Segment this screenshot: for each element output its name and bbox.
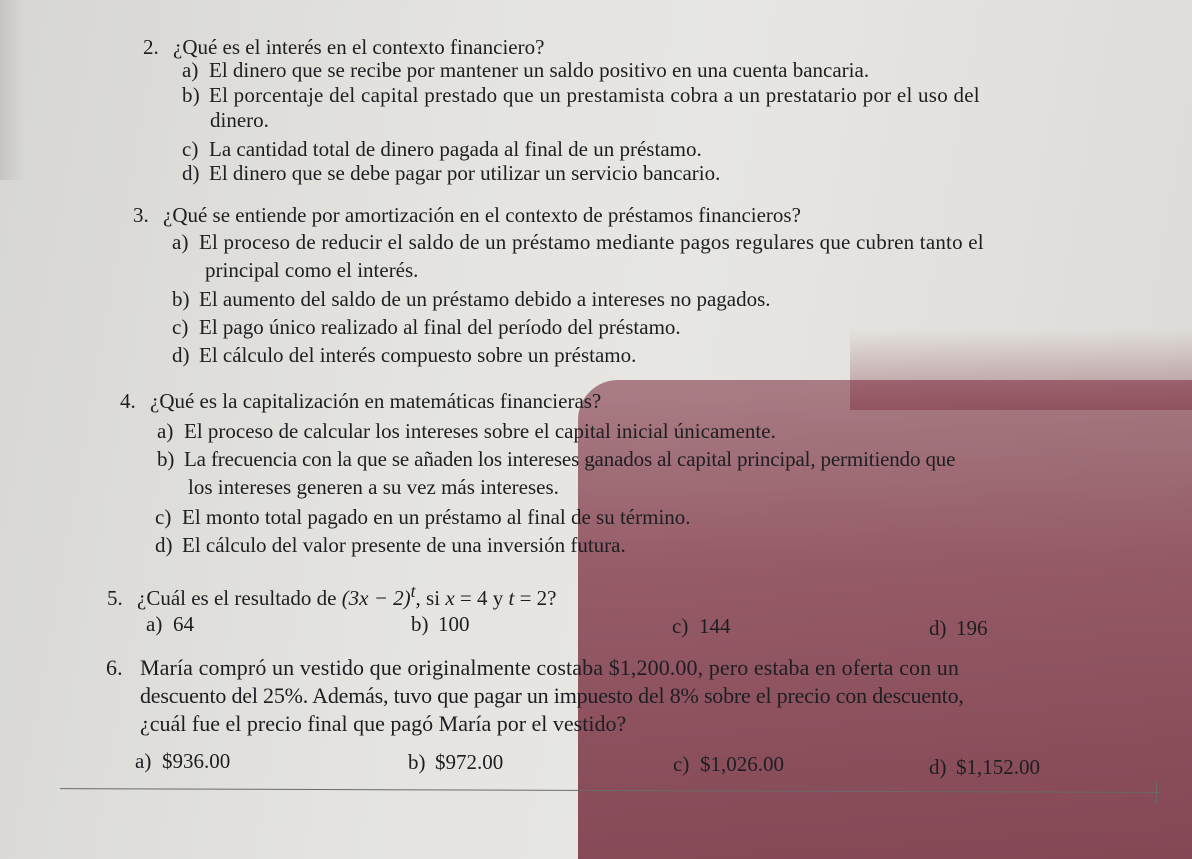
question-6-line-3: ¿cuál fue el precio final que pagó María por el vestido? [140, 711, 627, 736]
q6-option-c [673, 752, 784, 776]
q4-option-a [157, 419, 776, 443]
question-number: 4. [120, 389, 136, 413]
option-text: El pago único realizado al final del período del préstamo. [199, 315, 681, 339]
q3-option-d [172, 343, 636, 367]
question-5 [107, 579, 557, 610]
option-text: La cantidad total de dinero pagada al final de un préstamo. [209, 137, 702, 161]
q3-option-a [172, 230, 984, 254]
question-number: 3. [133, 203, 149, 227]
option-letter: a) [146, 612, 163, 636]
option-letter: b) [182, 83, 200, 107]
q4-option-b [157, 447, 955, 471]
option-text: El aumento del saldo de un préstamo debido a intereses no pagados. [199, 287, 771, 311]
question-text-eq1: = 4 y [454, 586, 509, 610]
option-letter: d) [929, 755, 947, 779]
var-t: t [508, 586, 515, 610]
q4-option-c [155, 505, 691, 529]
option-letter: c) [672, 614, 689, 638]
var-x: x [445, 586, 455, 610]
q2-option-d [182, 161, 720, 185]
option-letter: c) [172, 315, 189, 339]
option-letter: b) [411, 612, 429, 636]
option-text: $972.00 [435, 750, 504, 774]
question-4 [120, 389, 601, 413]
option-letter: a) [157, 419, 174, 443]
divider-corner [1156, 782, 1157, 804]
q4-option-d [155, 533, 626, 557]
option-letter: d) [155, 533, 173, 557]
question-text: ¿Qué se entiende por amortización en el contexto de préstamos financieros? [163, 203, 801, 227]
option-text: 100 [438, 612, 470, 636]
option-letter: d) [929, 616, 947, 640]
q3-option-c [172, 315, 681, 339]
option-text: El monto total pagado en un préstamo al final de su término. [182, 505, 691, 529]
option-letter: c) [673, 752, 690, 776]
option-text: 144 [699, 614, 731, 638]
question-text: ¿Qué es el interés en el contexto financiero? [173, 35, 545, 59]
option-text: $1,026.00 [700, 752, 784, 776]
question-text-pre: ¿Cuál es el resultado de [137, 586, 342, 610]
q6-option-d [929, 755, 1040, 779]
q6-option-b [408, 750, 503, 774]
option-letter: d) [172, 343, 190, 367]
question-number: 6. [106, 655, 123, 680]
q5-option-b [411, 612, 470, 636]
option-letter: d) [182, 161, 200, 185]
option-letter: b) [172, 287, 190, 311]
option-text: 64 [173, 612, 194, 636]
q2-option-b [182, 83, 980, 107]
q2-option-a [182, 58, 869, 82]
question-text-mid: , si [415, 586, 446, 610]
expr-exponent: t [410, 581, 416, 601]
option-text: El porcentaje del capital prestado que un prestamista cobra a un prestatario por el uso del [209, 83, 980, 107]
option-text: La frecuencia con la que se añaden los intereses ganados al capital principal, permitiendo que [184, 447, 956, 471]
math-expression [341, 581, 416, 610]
question-text: ¿Qué es la capitalización en matemáticas financieras? [150, 389, 602, 413]
question-number: 5. [107, 586, 123, 610]
expr-base: (3x − 2) [341, 586, 411, 610]
q5-option-d [929, 616, 988, 640]
option-text: El proceso de calcular los intereses sobre el capital inicial únicamente. [184, 419, 776, 443]
option-text: $1,152.00 [956, 755, 1040, 779]
option-text: 196 [956, 616, 988, 640]
q4-option-b-continued: los intereses generen a su vez más intereses. [188, 475, 559, 499]
option-letter: b) [408, 750, 426, 774]
page-edge-shadow [0, 0, 24, 180]
q2-option-b-continued: dinero. [210, 108, 269, 132]
option-text: El dinero que se recibe por mantener un saldo positivo en una cuenta bancaria. [209, 58, 870, 82]
option-letter: a) [172, 230, 189, 254]
q3-option-b [172, 287, 771, 311]
question-2 [143, 35, 544, 59]
q5-option-a [146, 612, 194, 636]
option-text: $936.00 [162, 749, 231, 773]
question-text-eq2: = 2? [514, 586, 557, 610]
q3-option-a-continued: principal como el interés. [205, 258, 419, 282]
option-letter: c) [182, 137, 199, 161]
option-text: El cálculo del interés compuesto sobre un préstamo. [199, 343, 637, 367]
q2-option-c [182, 137, 702, 161]
question-text-line-1: María compró un vestido que originalmente costaba $1,200.00, pero estaba en oferta con un [140, 655, 959, 680]
q5-option-c [672, 614, 731, 638]
question-number: 2. [143, 35, 159, 59]
question-6-line-2: descuento del 25%. Además, tuvo que pagar un impuesto del 8% sobre el precio con descuento, [140, 683, 964, 708]
option-text: El cálculo del valor presente de una inversión futura. [182, 533, 626, 557]
q6-option-a [135, 749, 230, 773]
option-letter: a) [182, 58, 199, 82]
option-letter: b) [157, 447, 175, 471]
question-3 [133, 203, 801, 227]
option-text: El proceso de reducir el saldo de un préstamo mediante pagos regulares que cubren tanto el [199, 230, 984, 254]
option-text: El dinero que se debe pagar por utilizar un servicio bancario. [209, 161, 721, 185]
question-6 [106, 656, 959, 680]
option-letter: a) [135, 749, 152, 773]
option-letter: c) [155, 505, 172, 529]
